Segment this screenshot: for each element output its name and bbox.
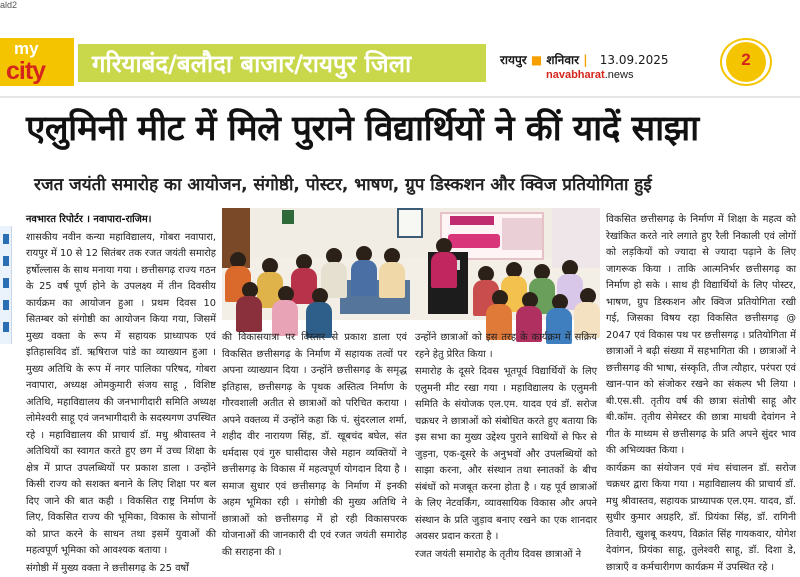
masthead-divider [0,96,800,98]
website-tld: .news [605,69,634,81]
issue-city: रायपुर [500,53,527,67]
column3-paragraph: रजत जयंती समारोह के तृतीय दिवस छात्राओं ने [415,547,597,564]
photo-speaker-body [431,252,457,288]
page-number-badge [726,42,766,82]
photo-notice-board [282,210,294,224]
separator-dot-icon: ■ [531,53,547,67]
article-column-1 [26,212,216,516]
column3-paragraph: समारोह के दूसरे दिवस भूतपूर्व विद्यार्थियों के लिए एलुमनी मीट रखा गया । महाविद्यालय के एलुमनी समिति के संयोजक एल.एम. यादव एवं डॉ. सरोज चक्रधर ने छात्राओं को संबोधित करते हुए बताया कि इस सभा का मुख्य उद्देश्य पुराने साथियों से फिर से जुड़ना, एक-दूसरे के अनुभवों और उपलब्धियों को साझा करना, और संस्थान तथा स्नातकों के बीच संबंधों को मजबूत करना होता है । यह पूर्व छात्राओं के लिए नेटवर्किंग, व्यावसायिक विकास और अपने संस्थान के प्रति जुड़ाव बनाए रखने का एक शानदार अवसर प्रदान करता है । [415,364,597,546]
article-column-3 [415,330,597,516]
edition-banner-text: गरियाबंद/बलौदा बाजार/रायपुर जिला [92,47,411,80]
column2-paragraph: की विकासयात्रा पर विस्तार से प्रकाश डाला एवं विकसित छत्तीसगढ़ के निर्माण में सहायक तत्वों पर अपना व्याख्यान दिया । उन्होंने छत्तीसगढ़ के समृद्ध इतिहास, छत्तीसगढ़ के पृथक अस्तित्व निर्माण के गौरवशाली अतीत से छात्राओं को परिचित कराया । अपने वक्तव्य में उन्होंने कहा कि पं. सुंदरलाल शर्मा, शहीद वीर नारायण सिंह, डॉ. खूबचंद बघेल, संत धर्मदास एवं गुरु घासीदास जैसे महान व्यक्तियों ने छत्तीसगढ़ के विकास में महत्वपूर्ण योगदान दिया है । समाज सुधार एवं छत्तीसगढ़ के निर्माण में इनकी अहम भूमिका रही । संगोष्ठी की मुख्य अतिथि ने छात्राओं को छत्तीसगढ़ में हो रही विकासपरक योजनाओं की जानकारी दी एवं रजत जयंती समारोह की सराहना की । [222,330,407,561]
column1-paragraph: शासकीय नवीन कन्या महाविद्यालय, गोबरा नवापारा, रायपुर में 10 से 12 सितंबर तक रजत जयंती समारोह हर्षोल्लास के साथ मनाया गया । छत्तीसगढ़ राज्य गठन के 25 वर्ष पूर्ण होने के उपलक्ष्य में तीन दिवसीय कार्यक्रम का आयोजन हुआ । प्रथम दिवस 10 सितम्बर को संगोष्ठी का आयोजन किया गया, जिसमें मुख्य वक्ता के रूप में सहायक प्राध्यापक एवं इतिहासविद डॉ. ऋषिराज पांडे का व्याख्यान हुआ । मुख्य अतिथि के रूप में नगर पालिका परिषद, गोबरा नवापारा, अध्यक्ष ओमकुमारी संजय साहू , विशिष्ट अतिथि, महाविद्यालय की जनभागीदारी समिति अध्यक्ष लोमेश्वरी साहू एवं जनभागीदारी के सदस्यगण उपस्थित रहे । महाविद्यालय की प्राचार्य डॉ. मधु श्रीवास्तव ने अतिथियों का स्वागत करते हुए छग में उच्च शिक्षा के क्षेत्र में प्राप्त उपलब्धियों पर प्रकाश डाला । उन्होंने किसी राज्य को सशक्त बनाने के लिए शिक्षा पर बल दिए जाने की बात कही । विकसित राष्ट्र निर्माण के लिए, विकसित राज्य की भूमिका, विकास के सोपानों को प्राप्त करने के साधन तथा इसमें युवाओं की महत्वपूर्ण भूमिका को आवश्यक बताया । [26,230,216,560]
article-column-2 [222,330,407,516]
column4-paragraph: कार्यक्रम का संयोजन एवं मंच संचालन डॉ. सरोज चक्रधर द्वारा किया गया । महाविद्यालय की प्राचार्य डॉ. मधु श्रीवास्तव, सहायक प्राध्यापक एल.एम. यादव, डॉ. सुधीर कुमार अग्रहरि, डॉ. प्रियंका सिंह, डॉ. रागिनी तिवारी, खुशबू कश्यप, विक्रांत सिंह गायकवार, योगेश देवांगन, प्रियंका साहू, तुलेश्वरी साहू, डॉ. दिशा डे, छात्राएँ व कर्मचारीगण कार्यक्रम में उपस्थित रहे । [606,461,796,577]
column1-paragraph: संगोष्ठी में मुख्य वक्ता ने छत्तीसगढ़ के 25 वर्षों [26,561,216,577]
photo-curtain [552,208,600,268]
side-advertisement-strip [0,226,12,344]
issue-date: 13.09.2025 [600,53,669,67]
separator-pipe-icon: | [583,53,592,67]
logo-text-city: city [6,57,45,86]
issue-day: शनिवार [546,53,579,67]
logo-text-my: my [14,39,39,59]
mycity-logo [0,38,74,86]
article-column-4 [606,212,796,516]
photo-window [397,208,423,238]
website-name: navabharat [546,69,605,81]
article-byline: नवभारत रिपोर्टर । नवापारा-राजिम। [26,212,216,229]
website-link[interactable] [546,69,633,81]
article-subheadline: रजत जयंती समारोह का आयोजन, संगोष्ठी, पोस्टर, भाषण, ग्रुप डिस्कशन और क्विज प्रतियोगिता हुई [34,172,652,195]
event-photo [222,208,600,320]
article-headline: एलुमिनी मीट में मिले पुराने विद्यार्थियों ने कीं यादें साझा [26,104,699,151]
edition-banner [78,44,486,82]
page-number: 2 [726,50,766,70]
column3-paragraph: उन्होंने छात्राओं को इस तरह के कार्यक्रम में सक्रिय रहने हेतु प्रेरित किया । [415,330,597,363]
tab-label: ald2 [0,0,17,10]
column4-paragraph: विकसित छत्तीसगढ़ के निर्माण में शिक्षा के महत्व को रेखांकित करते नारे लगाते हुए रैली निकाली एवं लोगों को लड़कियों को ज्यादा से ज्यादा पढ़ाने के लिए जागरूक किया । ताकि आत्मनिर्भर छत्तीसगढ़ का निर्माण हो सके । साथ ही विद्यार्थियों के लिए पोस्टर, भाषण, ग्रुप डिस्कशन और क्विज प्रतियोगिता रखी गई, जिसका विषय रहा विकसित छत्तीसगढ़ @ 2047 एवं विकास पथ पर छत्तीसगढ़ । प्रतियोगिता में छात्राओं ने बढ़ी संख्या में सहभागिता की । छात्राओं ने छत्तीसगढ़ की भाषा, संस्कृति, तीज त्यौहार, परंपरा एवं खान-पान को संजोकर रखने का संकल्प भी लिया । बी.एस.सी. तृतीय वर्ष की छात्रा संतोषी साहू और बी.कॉम. तृतीय सेमेस्टर की छात्रा माधवी देवांगन ने गीत के माध्यम से छत्तीसगढ़ के प्रति अपने सुंदर भाव की अभिव्यक्त किया । [606,212,796,460]
issue-dateline [500,51,669,68]
